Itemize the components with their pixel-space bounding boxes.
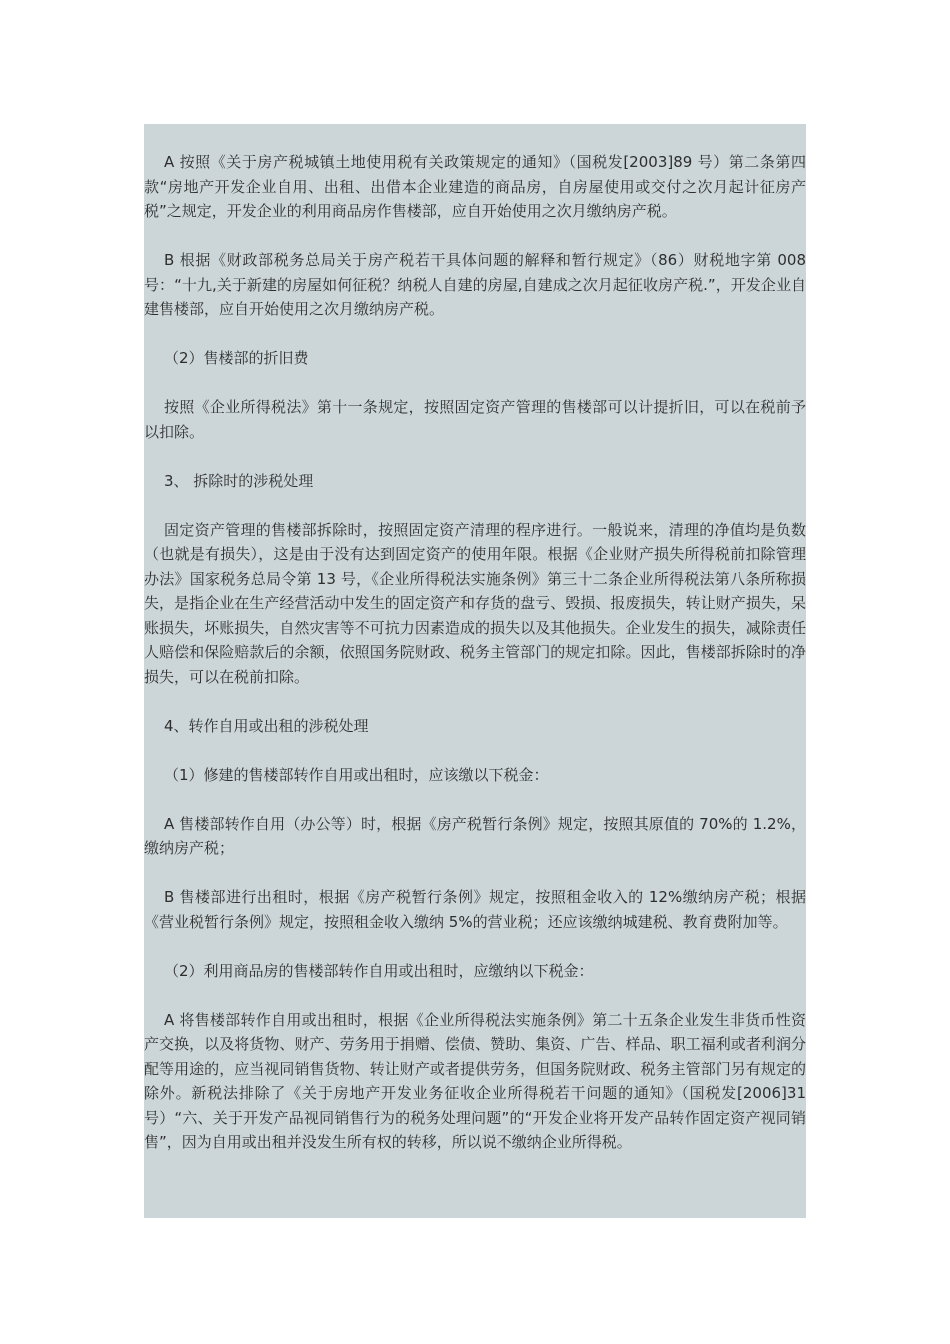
paragraph-gap [144,787,806,812]
paragraph-deemed-sales: A 将售楼部转作自用或出租时，根据《企业所得税法实施条例》第二十五条企业发生非货币性资产交换，以及将货物、财产、劳务用于捐赠、偿债、赞助、集资、广告、样品、职工福利或者利润分配等用途的，应当视同销售货物、转让财产或者提供劳务，但国务院财政、税务主管部门另有规定的除外。新税法排除了《关于房地产开发业务征收企业所得税若干问题的通知》（国税发[2006]31 号）“六、关于开发产品视同销售行为的税务处理问题”的“开发企业将开发产品转作固定资产视同销售”，因为自用或出租并没发生所有权的转移，所以说不缴纳企业所得税。 [144,1010,806,1151]
paragraph-gap [144,371,806,396]
paragraph-gap [144,493,806,518]
paragraph-gap [144,861,806,886]
paragraph-rent: B 售楼部进行出租时，根据《房产税暂行条例》规定，按照租金收入的 12%缴纳房产税；根据《营业税暂行条例》规定，按照租金收入缴纳 5%的营业税；还应该缴纳城建税、教育费附加等。 [144,888,806,931]
heading-demolition: 3、 拆除时的涉税处理 [164,471,314,490]
subheading-commercial-housing: （2）利用商品房的售楼部转作自用或出租时，应缴纳以下税金： [164,961,594,980]
paragraph-self-use: A 售楼部转作自用（办公等）时，根据《房产税暂行条例》规定，按照其原值的 70%的 1.2%，缴纳房产税； [144,814,806,857]
paragraph-gap [144,689,806,714]
paragraph-gap [144,934,806,959]
heading-self-use-or-rent: 4、转作自用或出租的涉税处理 [164,716,369,735]
paragraph-gap [144,224,806,249]
paragraph-gap [144,444,806,469]
paragraph-demolition: 固定资产管理的售楼部拆除时，按照固定资产清理的程序进行。一般说来，清理的净值均是负数（也就是有损失），这是由于没有达到固定资产的使用年限。根据《企业财产损失所得税前扣除管理办法》国家税务总局令第 13 号，《企业所得税法实施条例》第三十二条企业所得税法第八条所称损失，是指企业在生产经营活动中发生的固定资产和存货的盘亏、毁损、报废损失，转让财产损失，呆账损失，坏账损失，自然灾害等不可抗力因素造成的损失以及其他损失。企业发生的损失，减除责任人赔偿和保险赔款后的余额，依照国务院财政、税务主管部门的规定扣除。因此，售楼部拆除时的净损失，可以在税前扣除。 [144,520,806,686]
paragraph-gap [144,983,806,1008]
subheading-depreciation: （2）售楼部的折旧费 [164,349,309,367]
paragraph-gap [144,322,806,347]
subheading-built-sales-office: （1）修建的售楼部转作自用或出租时，应该缴以下税金： [164,765,549,784]
paragraph-depreciation: 按照《企业所得税法》第十一条规定，按照固定资产管理的售楼部可以计提折旧，可以在税前予以扣除。 [144,398,806,441]
paragraph-property-tax-b: B 根据《财政部税务总局关于房产税若干具体问题的解释和暂行规定》（86）财税地字第 008 号：“十九,关于新建的房屋如何征税？纳税人自建的房屋,自建成之次月起征收房产税.”，开发企业自建售楼部，应自开始使用之次月缴纳房产税。 [144,251,806,318]
document-body [144,124,806,1218]
paragraph-gap [144,738,806,763]
paragraph-property-tax-a: A 按照《关于房产税城镇土地使用税有关政策规定的通知》（国税发[2003]89 号）第二条第四款“房地产开发企业自用、出租、出借本企业建造的商品房，自房屋使用或交付之次月起计征房产税”之规定，开发企业的利用商品房作售楼部，应自开始使用之次月缴纳房产税。 [144,153,806,220]
